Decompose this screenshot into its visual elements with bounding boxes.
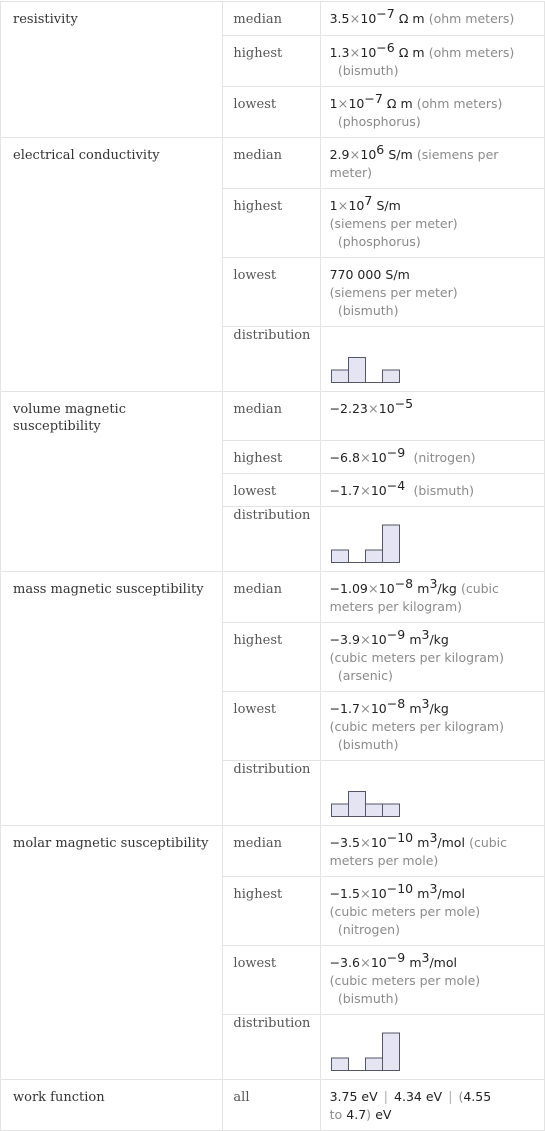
stat-label-median: median: [223, 2, 320, 36]
stat-label-median: median: [223, 392, 320, 441]
stat-label-distribution: distribution: [233, 508, 311, 523]
property-resistivity: resistivity: [1, 2, 223, 138]
histogram-bar: [331, 804, 348, 817]
histogram-bar: [382, 370, 399, 383]
stat-label-lowest: lowest: [223, 692, 320, 761]
stat-label-highest: highest: [223, 877, 320, 946]
volume-susc-histogram: [331, 523, 411, 565]
stat-label-all: all: [223, 1080, 320, 1131]
stat-label-lowest: lowest: [223, 474, 320, 507]
mass-susc-lowest-value: $-1.7\times 10^{-8}$ $m^3/kg$ (cubic meters per kilogram) (bismuth): [320, 692, 544, 761]
mass-susc-highest-value: $-3.9\times 10^{-9}$ $m^3/kg$ (cubic meters per kilogram) (arsenic): [320, 623, 544, 692]
molar-susc-median-value: $-3.5\times 10^{-10}$ $m^3$/mol (cubic meters per mole): [320, 826, 544, 877]
histogram-bar: [382, 1033, 399, 1071]
molar-susc-lowest-value: $-3.6\times 10^{-9}$ $m^3$/mol (cubic meters per mole) (bismuth): [320, 946, 544, 1015]
molar-susc-distribution: [320, 1015, 544, 1080]
histogram-bar: [348, 358, 365, 383]
volume-susc-median-value: $-2.23\times 10^{-5}$: [320, 392, 544, 441]
stat-label-highest: highest: [223, 36, 320, 87]
work-function-values: 3.75 eV | 4.34 eV | (4.55 to 4.7) eV: [320, 1080, 544, 1131]
histogram-bar: [331, 550, 348, 563]
histogram-bar: [348, 792, 365, 817]
stat-label-lowest: lowest: [223, 258, 320, 327]
stat-label-median: median: [223, 138, 320, 189]
resistivity-lowest-value: $1\times 10^{-7}$ Ω m (ohm meters) (phosphorus): [320, 87, 544, 138]
property-work-function: work function: [1, 1080, 223, 1131]
property-molar-magnetic-susceptibility: molar magnetic susceptibility: [1, 826, 223, 1080]
properties-table: [0, 1, 545, 1131]
stat-label-median: median: [223, 826, 320, 877]
conductivity-lowest-value: 770 000 S/m (siemens per meter) (bismuth): [320, 258, 544, 327]
conductivity-distribution: [320, 327, 544, 392]
stat-label-distribution: distribution: [233, 328, 311, 343]
molar-susc-histogram: [331, 1031, 411, 1073]
stat-label-lowest: lowest: [223, 946, 320, 1015]
conductivity-median-value: $2.9\times 10^6$ S/m (siemens per meter): [320, 138, 544, 189]
stat-label-median: median: [223, 572, 320, 623]
property-volume-magnetic-susceptibility: volume magnetic susceptibility: [1, 392, 223, 572]
stat-label-highest: highest: [223, 189, 320, 258]
histogram-bar: [382, 804, 399, 817]
conductivity-highest-value: $1\times 10^7$ S/m (siemens per meter) (phosphorus): [320, 189, 544, 258]
histogram-bar: [382, 525, 399, 563]
stat-label-highest: highest: [223, 623, 320, 692]
stat-label-lowest: lowest: [223, 87, 320, 138]
mass-susc-median-value: $-1.09\times 10^{-8}$ $m^3/kg$ (cubic meters per kilogram): [320, 572, 544, 623]
histogram-bar: [331, 370, 348, 383]
volume-susc-lowest-value: $-1.7\times 10^{-4}$ (bismuth): [320, 474, 544, 507]
volume-susc-distribution: [320, 507, 544, 572]
resistivity-median-value: $3.5\times 10^{-7}$ Ω m (ohm meters): [320, 2, 544, 36]
conductivity-histogram: [331, 343, 411, 385]
volume-susc-highest-value: $-6.8\times 10^{-9}$ (nitrogen): [320, 441, 544, 474]
stat-label-distribution: distribution: [233, 1016, 311, 1031]
molar-susc-highest-value: $-1.5\times 10^{-10}$ $m^3$/mol (cubic meters per mole) (nitrogen): [320, 877, 544, 946]
stat-label-distribution: distribution: [233, 762, 311, 777]
histogram-bar: [365, 550, 382, 563]
resistivity-highest-value: $1.3\times 10^{-6}$ Ω m (ohm meters) (bismuth): [320, 36, 544, 87]
property-mass-magnetic-susceptibility: mass magnetic susceptibility: [1, 572, 223, 826]
histogram-bar: [365, 804, 382, 817]
property-electrical-conductivity: electrical conductivity: [1, 138, 223, 392]
mass-susc-histogram: [331, 777, 411, 819]
stat-label-highest: highest: [223, 441, 320, 474]
mass-susc-distribution: [320, 761, 544, 826]
